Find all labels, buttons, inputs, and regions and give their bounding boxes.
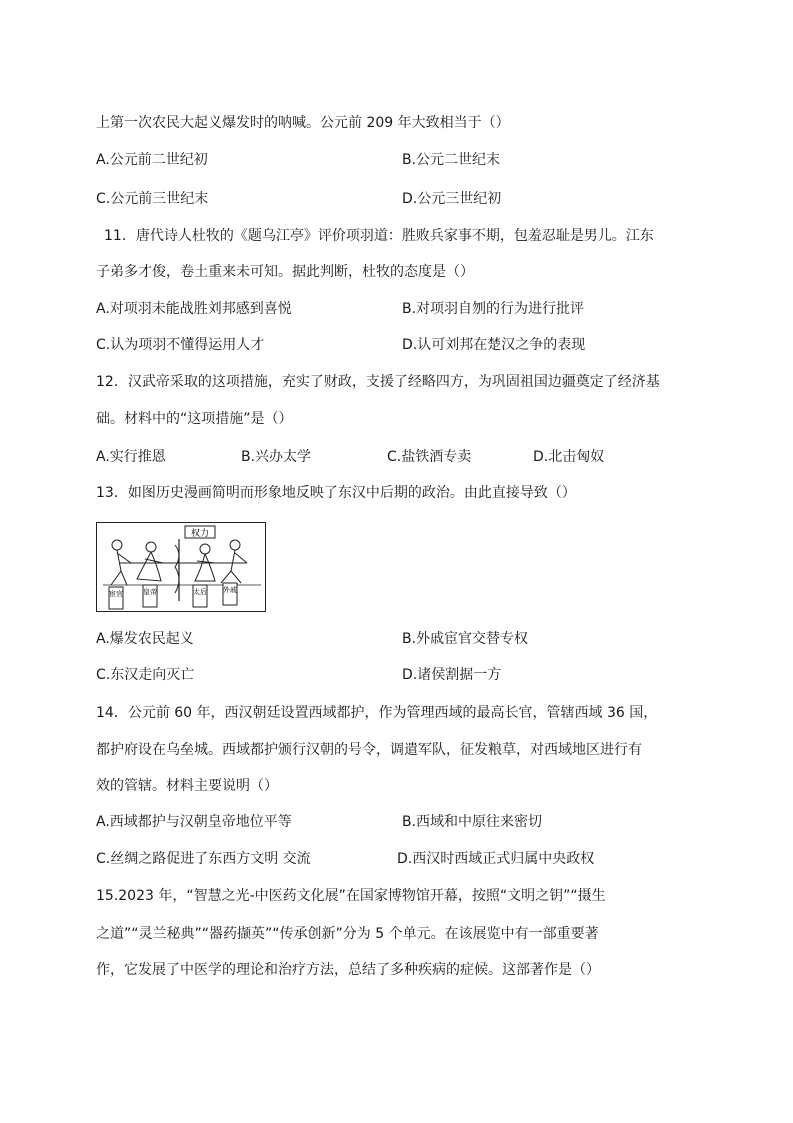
q13-stem: 13．如图历史漫画简明而形象地反映了东汉中后期的政治。由此直接导致（） (96, 485, 576, 501)
q10-option-d: D.公元三世纪初 (402, 191, 502, 207)
q12-option-d: D.北击匈奴 (533, 449, 605, 465)
cartoon-label-emperor (143, 587, 157, 596)
q12-stem-line2: 础。材料中的“这项措施”是（） (96, 411, 293, 427)
q14-option-b: B.西域和中原往来密切 (402, 814, 543, 830)
cartoon-label-relatives-text: 外戚 (223, 586, 237, 594)
history-cartoon (96, 522, 266, 612)
q11-stem-line2: 子弟多才俊，卷土重来未可知。据此判断，杜牧的态度是（） (96, 264, 474, 280)
cartoon-label-eunuch (109, 589, 123, 598)
cartoon-label-eunuch-text: 宦官 (109, 590, 123, 598)
q11-option-a: A.对项羽未能战胜刘邦感到喜悦 (96, 301, 292, 317)
q15-stem-line3: 作，它发展了中医学的理论和治疗方法，总结了多种疾病的症候。这部著作是（） (96, 962, 600, 978)
q13-option-c: C.东汉走向灭亡 (96, 667, 195, 683)
cartoon-label-dowager (193, 587, 207, 596)
q12-option-c: C.盐铁酒专卖 (387, 449, 472, 465)
q10-option-b: B.公元二世纪末 (402, 152, 501, 168)
q15-stem-line2: 之道”“灵兰秘典”“器药撷英”“传承创新”分为 5 个单元。在该展览中有一部重要著 (96, 926, 599, 942)
q14-option-c: C.丝绸之路促进了东西方文明 交流 (96, 851, 311, 867)
q13-option-a: A.爆发农民起义 (96, 631, 194, 647)
q10-option-c: C.公元前三世纪末 (96, 191, 209, 207)
q12-option-a: A.实行推恩 (96, 449, 166, 465)
q10-stem: 上第一次农民大起义爆发时的呐喊。公元前 209 年大致相当于（） (96, 115, 510, 131)
q14-option-a: A.西域都护与汉朝皇帝地位平等 (96, 814, 292, 830)
cartoon-label-relatives (223, 585, 237, 594)
cartoon-label-dowager-text: 太后 (193, 588, 207, 596)
q14-stem-line1: 14．公元前 60 年，西汉朝廷设置西域都护，作为管理西域的最高长官，管辖西域 36 国， (96, 705, 658, 721)
q13-option-b: B.外戚宦官交替专权 (402, 631, 529, 647)
cartoon-drawing (97, 523, 267, 613)
q11-option-b: B.对项羽自刎的行为进行批评 (402, 301, 585, 317)
q14-stem-line3: 效的管辖。材料主要说明（） (96, 778, 278, 794)
q11-stem-line1: 11．唐代诗人杜牧的《题乌江亭》评价项羽道：胜败兵家事不期，包羞忍耻是男儿。江东 (104, 228, 654, 244)
cartoon-banner-text: 权力 (190, 529, 210, 539)
cartoon-label-emperor-text: 皇帝 (143, 588, 157, 596)
q14-option-d: D.西汉时西域正式归属中央政权 (397, 851, 595, 867)
q13-option-d: D.诸侯割据一方 (402, 667, 502, 683)
q15-stem-line1: 15.2023 年，“智慧之光-中医药文化展”在国家博物馆开幕，按照“文明之钥”“摄生 (96, 888, 606, 904)
q11-option-d: D.认可刘邦在楚汉之争的表现 (402, 337, 586, 353)
q12-option-b: B.兴办太学 (241, 449, 312, 465)
q10-option-a: A.公元前二世纪初 (96, 152, 208, 168)
q12-stem-line1: 12．汉武帝采取的这项措施，充实了财政，支援了经略四方，为巩固祖国边疆奠定了经济基 (96, 374, 660, 390)
q14-stem-line2: 都护府设在乌垒城。西域都护颁行汉朝的号令，调遣军队，征发粮草，对西域地区进行有 (96, 742, 642, 758)
q11-option-c: C.认为项羽不懂得运用人才 (96, 337, 265, 353)
